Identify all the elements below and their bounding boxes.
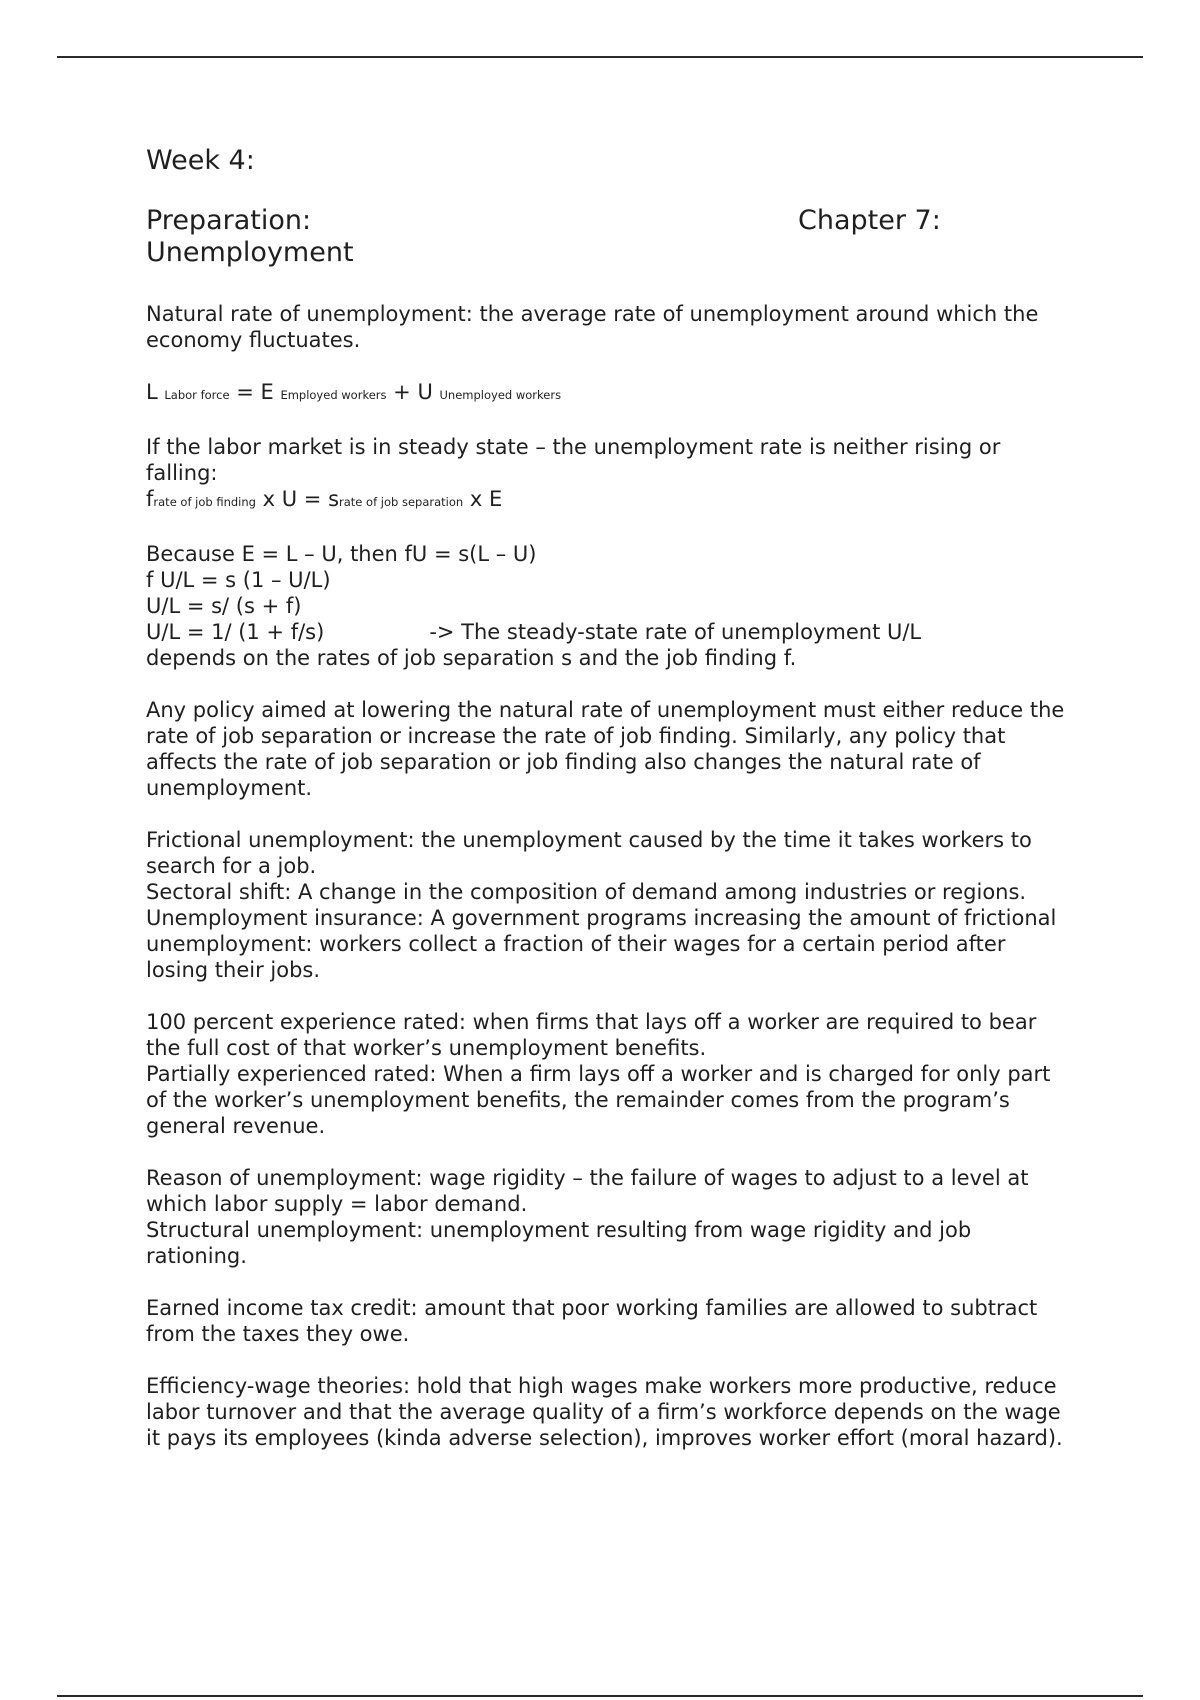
top-rule bbox=[57, 56, 1143, 58]
week-heading: Week 4: bbox=[146, 145, 255, 176]
preparation-label: Preparation: bbox=[146, 205, 312, 236]
policy-paragraph: Any policy aimed at lowering the natural rate of unemployment must either reduce the rate of job separation or increase the rate of job finding. Similarly, any policy that affects the rate of job separation or job finding also changes the natural rate of unemployment. bbox=[146, 698, 1065, 800]
sectoral-definition: Sectoral shift: A change in the composition of demand among industries or regions. bbox=[146, 880, 1027, 904]
efficiency-wage-definition: Efficiency-wage theories: hold that high wages make workers more productive, reduce labor turnover and that the average quality of a firm’s workforce depends on the wage it pays its employees (kinda adverse selection), improves worker effort (moral hazard). bbox=[146, 1374, 1063, 1450]
chapter-topic: Unemployment bbox=[146, 237, 354, 268]
wage-rigidity-definition: Reason of unemployment: wage rigidity – the failure of wages to adjust to a level at which labor supply = labor demand. bbox=[146, 1166, 1029, 1216]
document-body bbox=[146, 145, 1066, 1451]
derivation-line: f U/L = s (1 – U/L) bbox=[146, 568, 331, 592]
derivation-line: depends on the rates of job separation s and the job finding f. bbox=[146, 646, 797, 670]
structural-definition: Structural unemployment: unemployment resulting from wage rigidity and job rationing. bbox=[146, 1218, 972, 1268]
experience-full-definition: 100 percent experience rated: when firms that lays off a worker are required to bear the full cost of that worker’s unemployment benefits. bbox=[146, 1010, 1037, 1060]
flow-equation: frate of job finding x U = srate of job separation x E bbox=[146, 487, 503, 511]
eitc-definition: Earned income tax credit: amount that poor working families are allowed to subtract from the taxes they owe. bbox=[146, 1296, 1038, 1346]
derivation-line: U/L = s/ (s + f) bbox=[146, 594, 302, 618]
insurance-definition: Unemployment insurance: A government programs increasing the amount of frictional unemployment: workers collect a fraction of their wages for a certain period after losing their jobs. bbox=[146, 906, 1057, 982]
bottom-rule bbox=[57, 1695, 1143, 1697]
natural-rate-definition: Natural rate of unemployment: the average rate of unemployment around which the economy fluctuates. bbox=[146, 302, 1039, 352]
steady-state-intro: If the labor market is in steady state – the unemployment rate is neither rising or falling: bbox=[146, 435, 1001, 485]
derivation-line: U/L = 1/ (1 + f/s) -> The steady-state rate of unemployment U/L bbox=[146, 620, 922, 644]
labor-force-equation: L Labor force = E Employed workers + U Unemployed workers bbox=[146, 380, 562, 404]
section-heading bbox=[146, 205, 1066, 237]
derivation-line: Because E = L – U, then fU = s(L – U) bbox=[146, 542, 537, 566]
chapter-label: Chapter 7: bbox=[798, 205, 941, 236]
experience-partial-definition: Partially experienced rated: When a firm lays off a worker and is charged for only part of the worker’s unemployment benefits, the remainder comes from the program’s general revenue. bbox=[146, 1062, 1051, 1138]
frictional-definition: Frictional unemployment: the unemployment caused by the time it takes workers to search for a job. bbox=[146, 828, 1032, 878]
